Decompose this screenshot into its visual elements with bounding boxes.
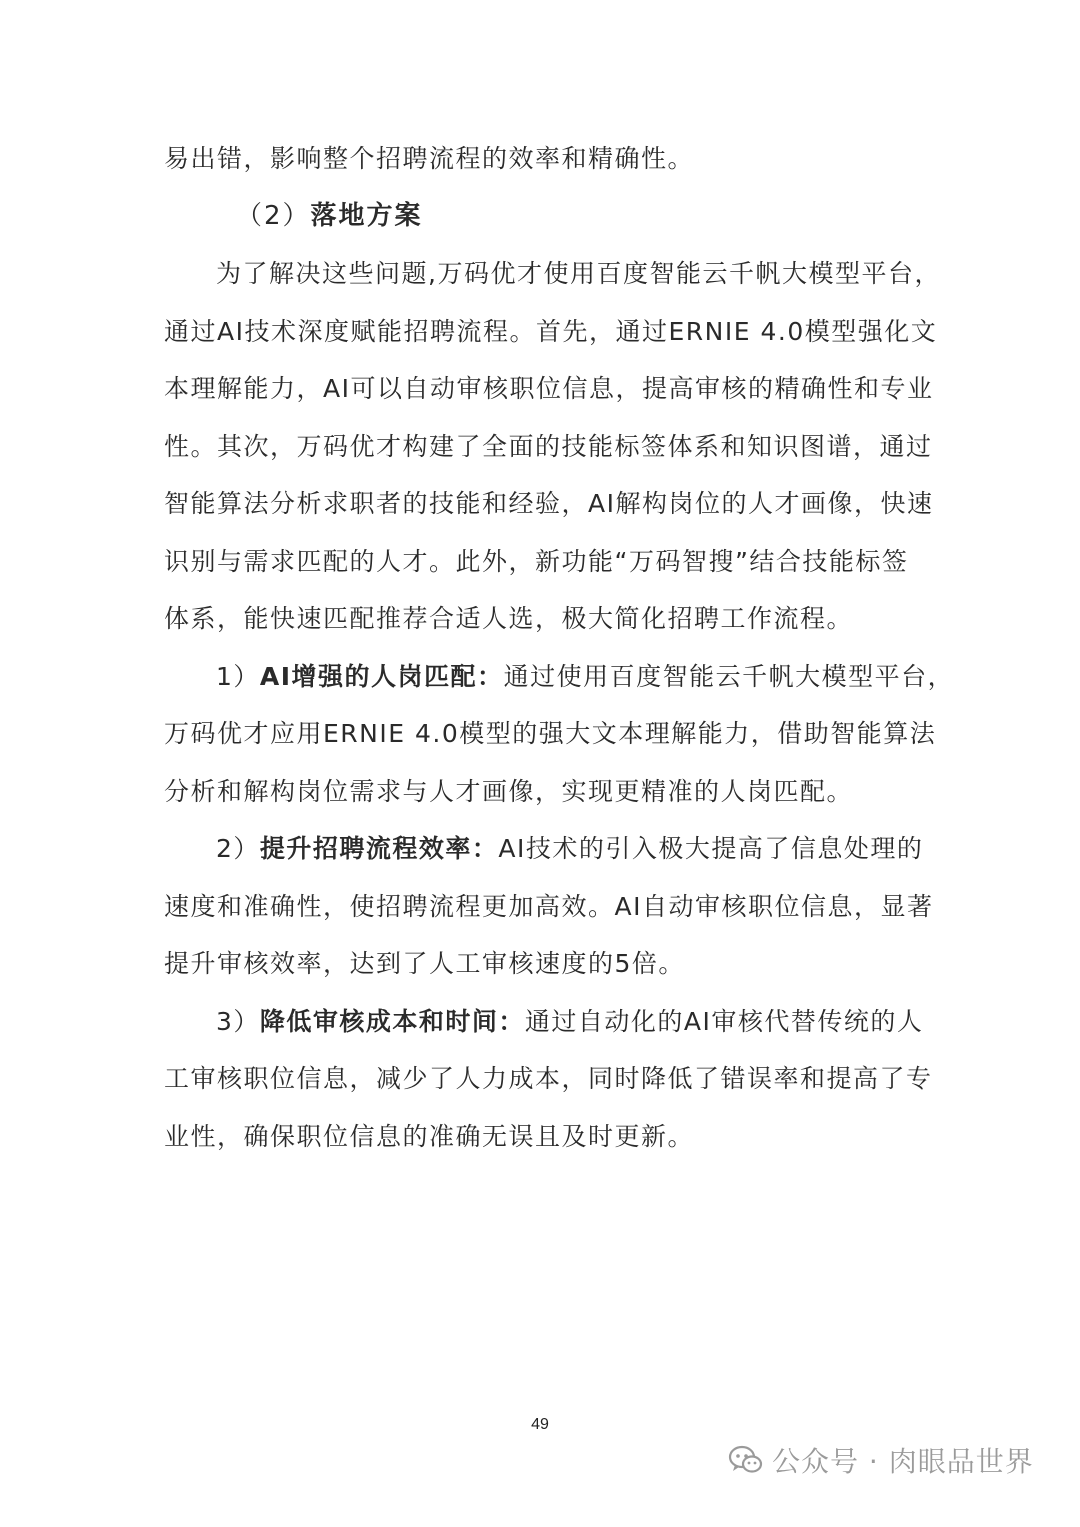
list-item-text: AI技术的引入极大提高了信息处理的 — [498, 834, 924, 863]
text-line: 本理解能力，AI可以自动审核职位信息，提高审核的精确性和专业 — [164, 374, 934, 403]
list-item-number: 3） — [216, 1006, 260, 1036]
list-item-text: 通过自动化的AI审核代替传统的人 — [524, 1006, 924, 1036]
list-item-3-line — [164, 993, 924, 1051]
heading-text: 落地方案 — [310, 200, 423, 231]
text-line: 易出错，影响整个招聘流程的效率和精确性。 — [164, 144, 695, 173]
list-item-title: 提升招聘流程效率： — [259, 834, 499, 863]
text-line: 智能算法分析求职者的技能和经验，AI解构岗位的人才画像，快速 — [164, 489, 934, 518]
page-number: 49 — [531, 1416, 549, 1433]
heading-number: （2） — [236, 200, 311, 231]
text-line: 通过AI技术深度赋能招聘流程。首先，通过ERNIE 4.0模型强化文 — [164, 316, 938, 346]
text-line: 速度和准确性，使招聘流程更加高效。AI自动审核职位信息，显著 — [164, 891, 934, 921]
watermark — [728, 1440, 1034, 1480]
wechat-icon — [728, 1444, 764, 1476]
list-item-title: 降低审核成本和时间： — [259, 1006, 525, 1036]
list-item-number: 2） — [216, 834, 260, 863]
text-line: 为了解决这些问题,万码优才使用百度智能云千帆大模型平台， — [216, 259, 941, 288]
text-line: 万码优才应用ERNIE 4.0模型的强大文本理解能力，借助智能算法 — [164, 719, 937, 748]
list-item-title: AI增强的人岗匹配： — [259, 661, 504, 691]
text-line: 业性，确保职位信息的准确无误且及时更新。 — [164, 1121, 695, 1151]
watermark-text: 公众号 · 肉眼品世界 — [772, 1445, 1034, 1478]
text-line: 分析和解构岗位需求与人才画像，实现更精准的人岗匹配。 — [164, 776, 854, 806]
section-heading — [164, 188, 900, 246]
list-item-2-line — [164, 820, 924, 878]
text-line: 体系，能快速匹配推荐合适人选，极大简化招聘工作流程。 — [164, 604, 854, 633]
text-line: 识别与需求匹配的人才。此外，新功能“万码智搜”结合技能标签 — [164, 546, 909, 576]
list-item-number: 1） — [216, 661, 260, 691]
text-line: 工审核职位信息，减少了人力成本，同时降低了错误率和提高了专 — [164, 1064, 933, 1093]
list-item-text: 通过使用百度智能云千帆大模型平台， — [503, 661, 955, 691]
document-body — [164, 130, 955, 1165]
text-line: 提升审核效率，达到了人工审核速度的5倍。 — [164, 949, 685, 978]
list-item-1-line — [164, 648, 955, 706]
text-line: 性。其次，万码优才构建了全面的技能标签体系和知识图谱，通过 — [164, 431, 933, 461]
